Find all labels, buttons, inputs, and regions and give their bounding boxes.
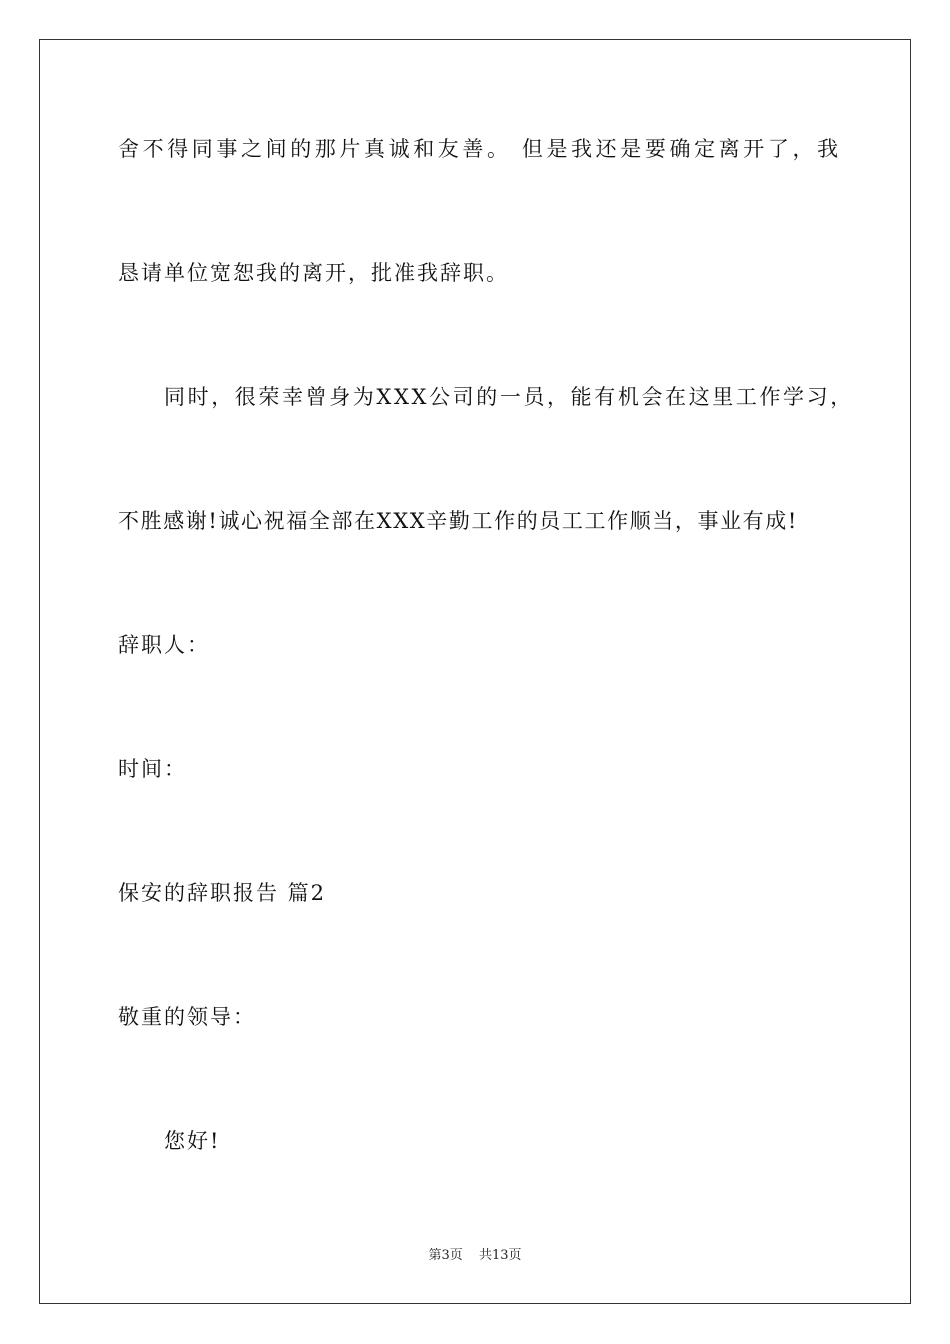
body-paragraph-line: 舍不得同事之间的那片真诚和友善。 但是我还是要确定离开了，我	[118, 137, 842, 161]
date-label: 时间：	[118, 757, 187, 781]
greeting: 您好!	[164, 1129, 221, 1153]
section-heading: 保安的辞职报告 篇2	[118, 881, 327, 905]
body-paragraph-line: 同时，很荣幸曾身为XXX公司的一员，能有机会在这里工作学习，	[164, 385, 854, 409]
body-paragraph-line: 不胜感谢!诚心祝福全部在XXX辛勤工作的员工工作顺当，事业有成!	[118, 509, 798, 533]
current-page-number: 第3页	[428, 1248, 463, 1263]
page-footer	[0, 1247, 950, 1265]
signature-label: 辞职人：	[118, 633, 210, 657]
body-paragraph-line: 恳请单位宽恕我的离开，批准我辞职。	[118, 261, 509, 285]
total-pages: 共13页	[478, 1248, 522, 1263]
salutation: 敬重的领导：	[118, 1005, 256, 1029]
page-border	[39, 39, 911, 1304]
